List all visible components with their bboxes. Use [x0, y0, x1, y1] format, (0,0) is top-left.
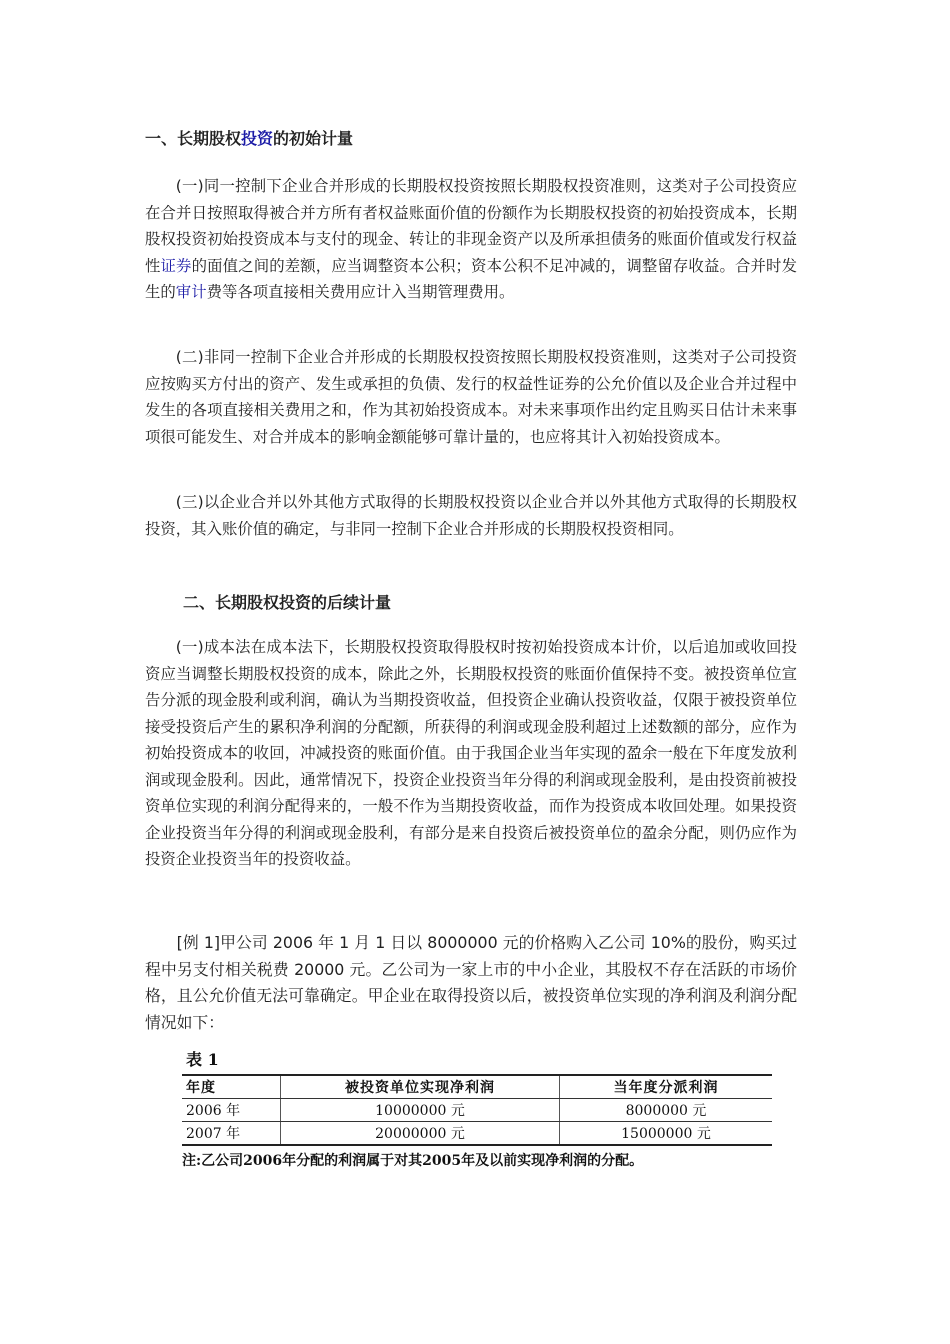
header-net-profit: 被投资单位实现净利润 [281, 1075, 560, 1099]
section-1-title-prefix: 一、长期股权 [145, 129, 242, 148]
table-row [182, 1122, 772, 1146]
audit-link[interactable]: 审计 [175, 283, 207, 301]
table-1 [182, 1050, 780, 1170]
section-2-heading: 二、长期股权投资的后续计量 [183, 593, 392, 612]
paragraph-1-part1: (一)同一控制下企业合并形成的长期股权投资按照长期股权投资准则，这类对子公司投资应在合并日按照取得被合并方所有者权益账面价值的份额作为长期股权投资的初始投资成本，长期股权投资初始投资成本与支付的现金、转让的非现金资产以及所承担债务的账面价值或发行权益性 [145, 177, 797, 275]
paragraph-1 [145, 173, 797, 306]
header-distributed-profit: 当年度分派利润 [560, 1075, 773, 1099]
section-1-heading [145, 126, 353, 152]
table-1-title: 表 1 [186, 1050, 219, 1069]
table-row [182, 1099, 772, 1122]
table-1-note: 注:乙公司2006年分配的利润属于对其2005年及以前实现净利润的分配。 [182, 1153, 644, 1169]
paragraph-1-part3: 费等各项直接相关费用应计入当期管理费用。 [206, 283, 515, 301]
paragraph-4: (一)成本法在成本法下，长期股权投资取得股权时按初始投资成本计价，以后追加或收回投资应当调整长期股权投资的成本，除此之外，长期股权投资的账面价值保持不变。被投资单位宣告分派的现金股利或利润，确认为当期投资收益，但投资企业确认投资收益，仅限于被投资单位接受投资后产生的累积净利润的分配额，所获得的利润或现金股利超过上述数额的部分，应作为初始投资成本的收回，冲减投资的账面价值。由于我国企业当年实现的盈余一般在下年度发放利润或现金股利。因此，通常情况下，投资企业投资当年分得的利润或现金股利，是由投资前被投资单位实现的利润分配得来的，一般不作为当期投资收益，而作为投资成本收回处理。如果投资企业投资当年分得的利润或现金股利，有部分是来自投资后被投资单位的盈余分配，则仍应作为投资企业投资当年的投资收益。 [145, 638, 797, 868]
cell-distributed-profit: 15000000 元 [560, 1122, 773, 1146]
section-1-title-suffix: 的初始计量 [273, 129, 354, 148]
table-header-row [182, 1075, 772, 1099]
paragraph-5: [例 1]甲公司 2006 年 1 月 1 日以 8000000 元的价格购入乙公司 10%的股份，购买过程中另支付相关税费 20000 元。乙公司为一家上市的中小企业，其股权不存在活跃的市场价格，且公允价值无法可靠确定。甲企业在取得投资以后，被投资单位实现的净利润及利润分配情况如下： [145, 933, 797, 1032]
table-1-grid [182, 1074, 772, 1146]
header-year: 年度 [182, 1075, 281, 1099]
securities-link[interactable]: 证券 [160, 256, 192, 275]
cell-distributed-profit: 8000000 元 [560, 1099, 773, 1122]
cell-net-profit: 10000000 元 [281, 1099, 560, 1122]
cell-year: 2006 年 [182, 1099, 281, 1122]
section-1-title-link[interactable]: 投资 [241, 129, 274, 148]
cell-year: 2007 年 [182, 1122, 281, 1146]
paragraph-3: (三)以企业合并以外其他方式取得的长期股权投资以企业合并以外其他方式取得的长期股权投资，其入账价值的确定，与非同一控制下企业合并形成的长期股权投资相同。 [145, 493, 797, 538]
paragraph-2: (二)非同一控制下企业合并形成的长期股权投资按照长期股权投资准则，这类对子公司投资应按购买方付出的资产、发生或承担的负债、发行的权益性证券的公允价值以及企业合并过程中发生的各项直接相关费用之和，作为其初始投资成本。对未来事项作出约定且购买日估计未来事项很可能发生、对合并成本的影响金额能够可靠计量的，也应将其计入初始投资成本。 [145, 348, 797, 446]
paragraph-1-part2: 的面值之间的差额，应当调整资本公积；资本公积不足冲减的，调整留存收益。合并时发生的 [145, 256, 797, 301]
cell-net-profit: 20000000 元 [281, 1122, 560, 1146]
